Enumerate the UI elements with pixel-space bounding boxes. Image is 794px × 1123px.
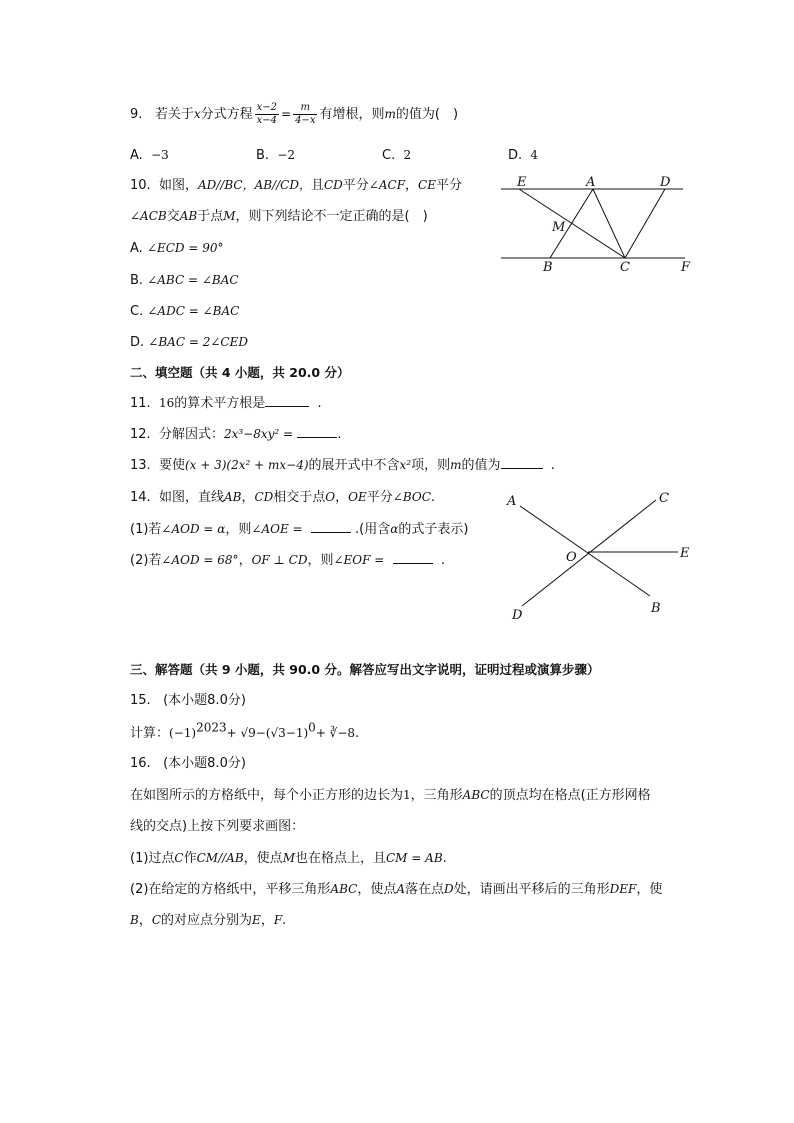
question-10-option-a: A. ∠ECD = 90° [130,241,224,256]
label-O: O [566,550,577,565]
section-2-heading: 二、填空题（共 4 小题，共 20.0 分） [130,365,350,380]
label-B: B [651,601,661,616]
label-E: E [680,546,690,561]
label-B: B [543,260,553,275]
section-3-heading: 三、解答题（共 9 小题，共 90.0 分。解答应写出文字说明，证明过程或演算步骤） [130,662,600,677]
option-a: A. −3 [130,148,169,163]
question-14-part2: (2)若∠AOD = 68°，OF ⊥ CD，则∠EOF = . [130,553,446,568]
question-10-option-d: D. ∠BAC = 2∠CED [130,335,248,350]
label-C: C [659,491,669,506]
answer-blank[interactable] [265,394,309,407]
label-M: M [552,220,566,235]
question-13: 13. 要使(x + 3)(2x² + mx−4)的展开式中不含x²项，则m的值为 . [130,458,555,473]
question-14-part1: (1)若∠AOD = α，则∠AOE = .(用含α的式子表示) [130,522,469,537]
question-11: 11. 16的算术平方根是 . [130,396,322,411]
question-10-line1: 10. 如图，AD//BC，AB//CD，且CD平分∠ACF，CE平分 [130,178,463,193]
line-cd [522,500,656,606]
fraction-1: $\frac{x-2}{x-4}$ [256,102,278,126]
question-14-line1: 14. 如图，直线AB，CD相交于点O，OE平分∠BOC. [130,490,436,505]
question-10-option-b: B. ∠ABC = ∠BAC [130,273,239,288]
question-10-figure [495,170,705,280]
label-E: E [517,175,527,190]
line-ab [520,506,650,596]
question-9: 9. 若关于x分式方程 $\frac{x-2}{x-4}$ = $\frac{m}{4-x}$ 有增根，则m的值为( ) [130,102,459,126]
question-16-line4: (2)在给定的方格纸中，平移三角形ABC，使点A落在点D处，请画出平移后的三角形DEF，使 [130,882,663,897]
option-c: C. 2 [382,148,412,163]
question-16-line2: 线的交点)上按下列要求画图： [130,819,305,834]
fraction-2: $\frac{m}{4-x}$ [295,102,316,126]
segment-dc [625,189,665,258]
label-D: D [660,175,671,190]
question-10-option-c: C. ∠ADC = ∠BAC [130,304,240,319]
label-A: A [507,494,517,509]
question-10-line2: ∠ACB交AB于点M，则下列结论不一定正确的是( ) [130,209,428,224]
question-15-header: 15. (本小题8.0分) [130,693,246,708]
question-12: 12. 分解因式：2x³−8xy² = . [130,427,342,442]
answer-blank[interactable] [297,425,337,438]
label-A: A [586,175,596,190]
question-16-line5: B，C的对应点分别为E，F. [130,913,287,928]
question-16-line1: 在如图所示的方格纸中，每个小正方形的边长为1，三角形ABC的顶点均在格点(正方形网格 [130,788,651,803]
answer-blank[interactable] [311,520,351,533]
question-15-expression: 计算：$(-1)^{2023}+ √9-(√3-1)^0+$ ∛−8. [130,720,360,741]
label-D: D [512,608,523,623]
question-16-header: 16. (本小题8.0分) [130,756,246,771]
answer-blank[interactable] [393,551,433,564]
question-14-figure [500,488,700,623]
option-b: B. −2 [256,148,296,163]
label-F: F [681,260,691,275]
question-16-line3: (1)过点C作CM//AB，使点M也在格点上，且CM = AB. [130,851,447,866]
answer-blank[interactable] [501,456,543,469]
label-C: C [620,260,630,275]
option-d: D. 4 [508,148,539,163]
